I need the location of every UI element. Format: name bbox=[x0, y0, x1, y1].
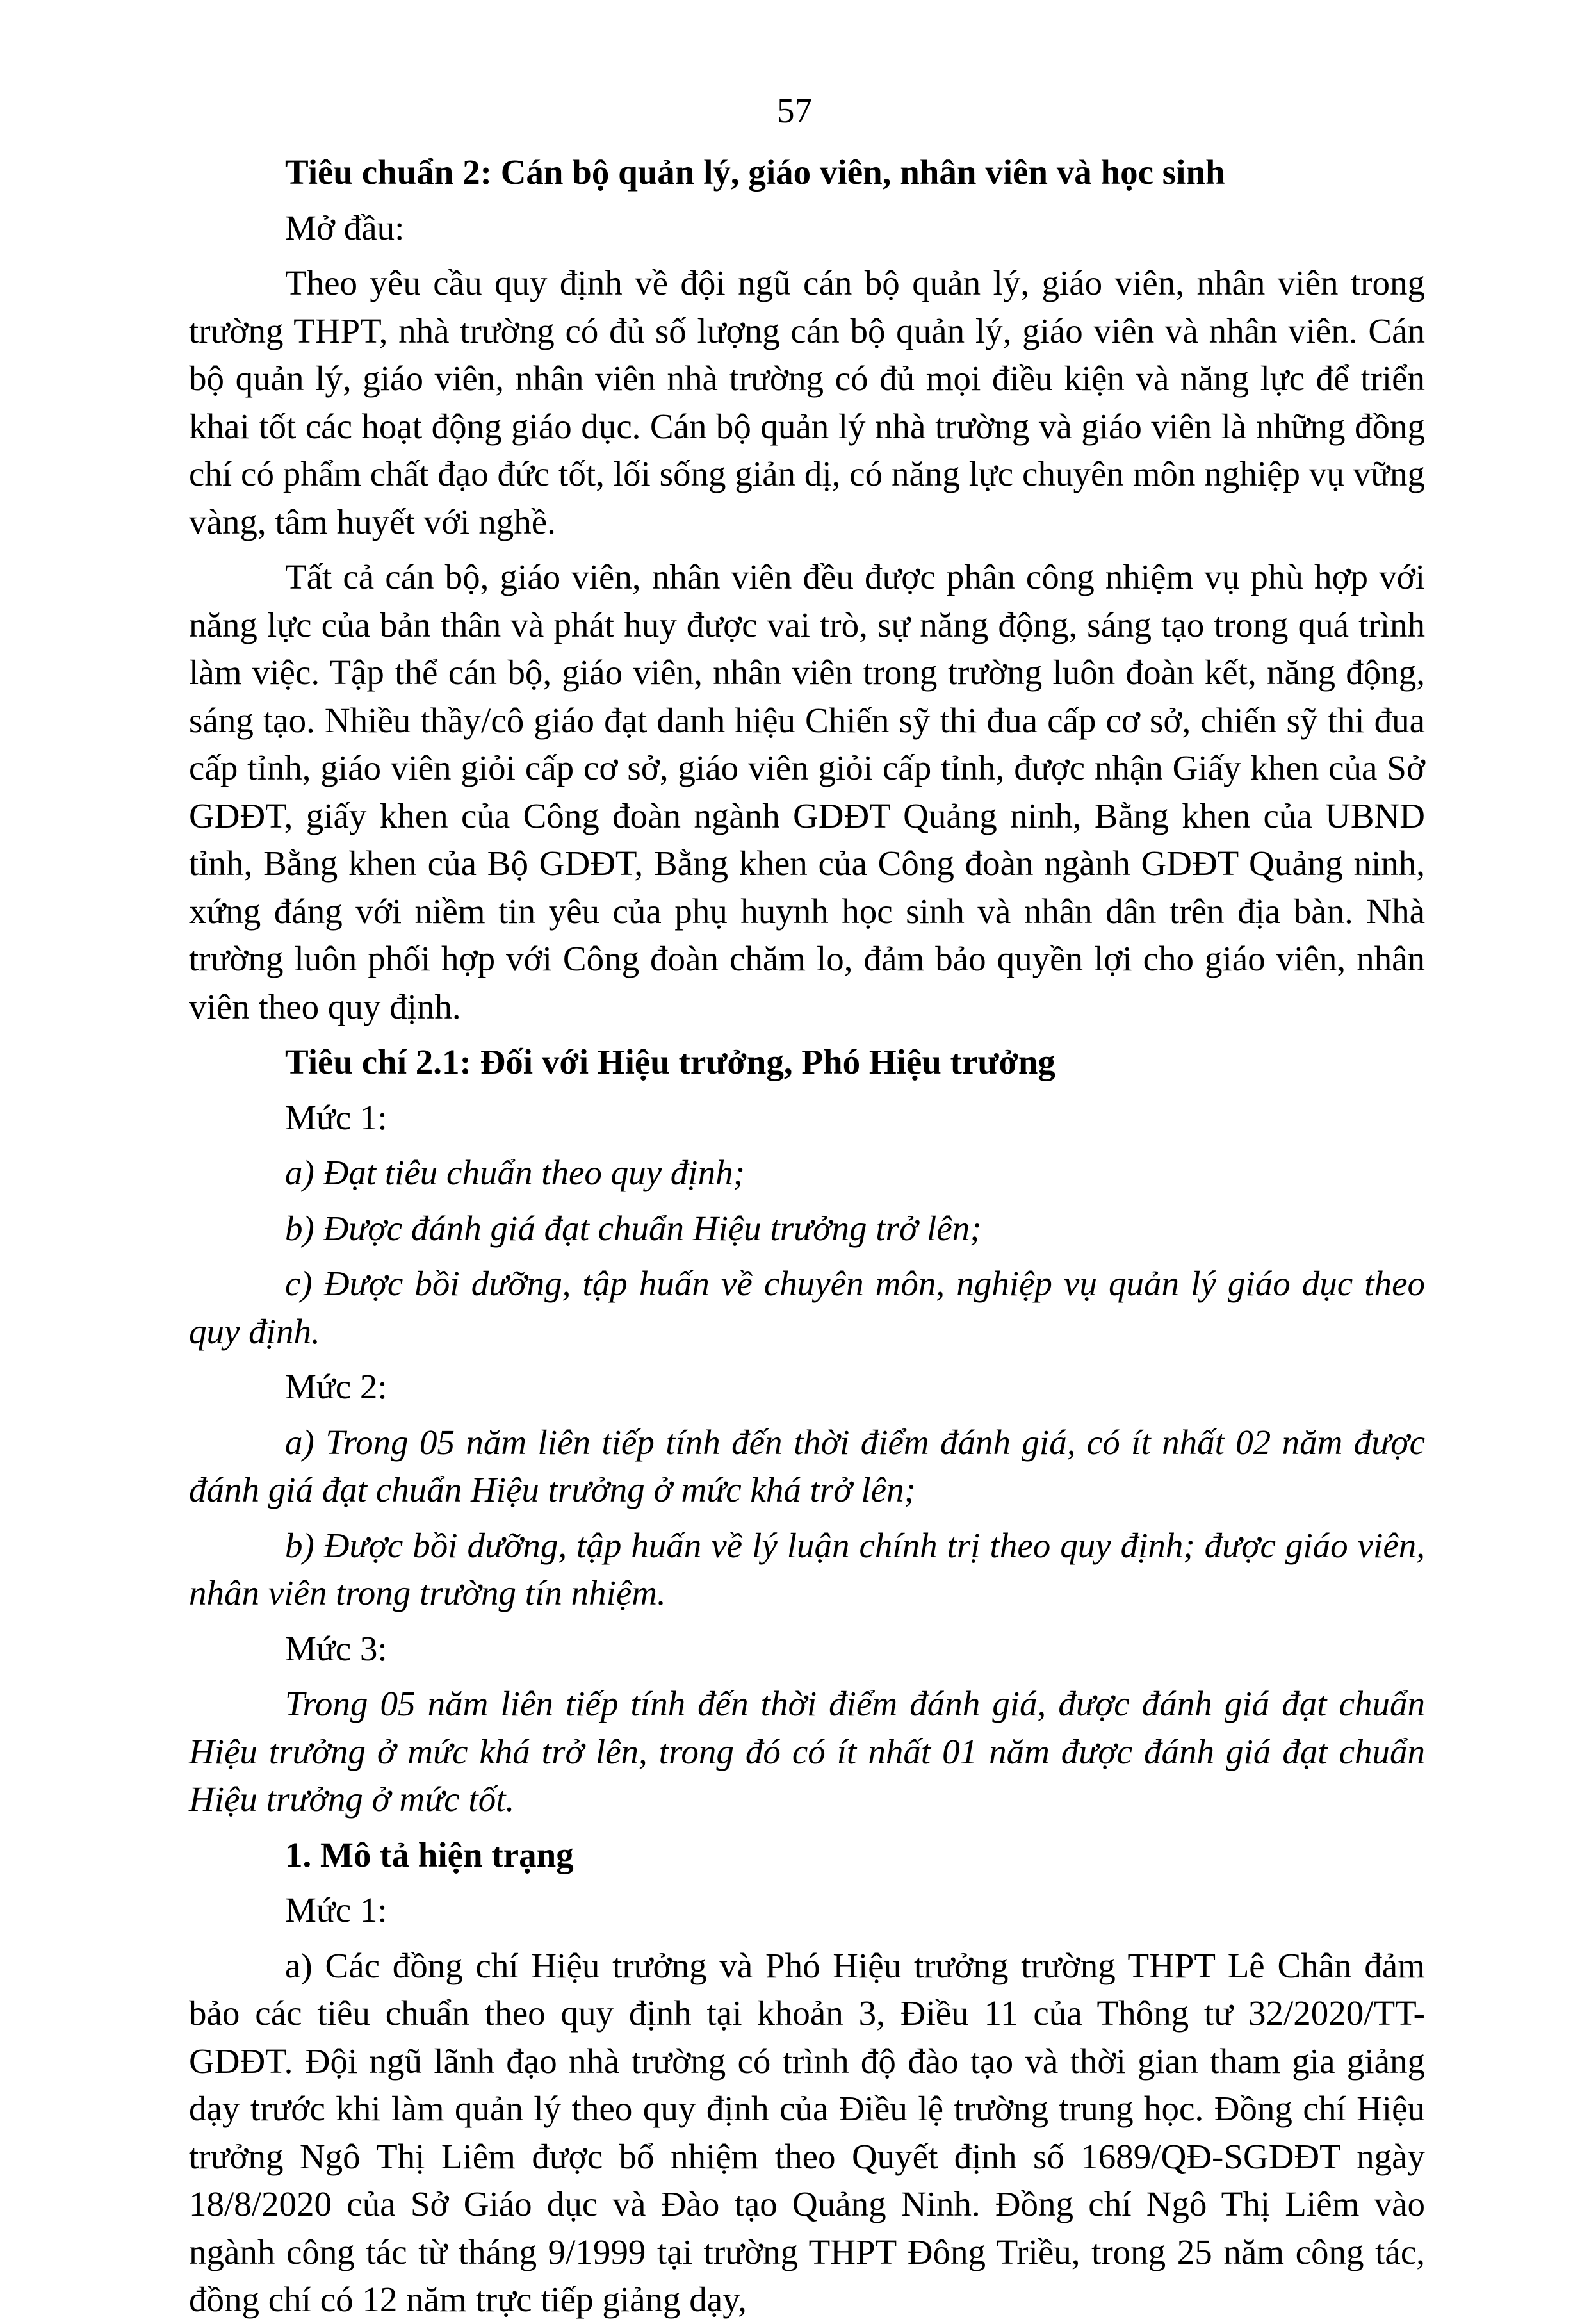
document-body bbox=[189, 149, 1425, 2324]
section-heading: 1. Mô tả hiện trạng bbox=[285, 1835, 574, 1874]
intro-paragraph: Theo yêu cầu quy định về đội ngũ cán bộ quản lý, giáo viên, nhân viên trong trường THPT, nhà trường có đủ số lượng cán bộ quản lý, giáo viên và nhân viên. Cán bộ quản lý, giáo viên, nhân viên nhà trường có đủ mọi điều kiện và năng lực để triển khai tốt các hoạt động giáo dục. Cán bộ quản lý nhà trường và giáo viên là những đồng chí có phẩm chất đạo đức tốt, lối sống giản dị, có năng lực chuyên môn nghiệp vụ vững vàng, tâm huyết với nghề. bbox=[189, 263, 1425, 541]
intro-label: Mở đầu: bbox=[285, 208, 405, 247]
level3-label: Mức 3: bbox=[285, 1628, 387, 1668]
level3-text: Trong 05 năm liên tiếp tính đến thời điểm đánh giá, được đánh giá đạt chuẩn Hiệu trưởng ở mức khá trở lên, trong đó có ít nhất 01 năm được đánh giá đạt chuẩn Hiệu trưởng ở mức tốt. bbox=[189, 1684, 1425, 1819]
level2-item: b) Được bồi dưỡng, tập huấn về lý luận chính trị theo quy định; được giáo viên, nhân viên trong trường tín nhiệm. bbox=[189, 1525, 1425, 1612]
level1-item: c) Được bồi dưỡng, tập huấn về chuyên môn, nghiệp vụ quản lý giáo dục theo quy định. bbox=[189, 1264, 1425, 1351]
level1-item: b) Được đánh giá đạt chuẩn Hiệu trưởng trở lên; bbox=[285, 1208, 982, 1248]
level1-item: a) Đạt tiêu chuẩn theo quy định; bbox=[285, 1153, 745, 1192]
section-level-label: Mức 1: bbox=[285, 1890, 387, 1929]
criterion-heading: Tiêu chí 2.1: Đối với Hiệu trưởng, Phó Hiệu trưởng bbox=[285, 1042, 1055, 1081]
level1-label: Mức 1: bbox=[285, 1097, 387, 1137]
standard-heading: Tiêu chuẩn 2: Cán bộ quản lý, giáo viên, nhân viên và học sinh bbox=[285, 152, 1225, 192]
page-number: 57 bbox=[777, 91, 812, 130]
intro-paragraph: Tất cả cán bộ, giáo viên, nhân viên đều được phân công nhiệm vụ phù hợp với năng lực của bản thân và phát huy được vai trò, sự năng động, sáng tạo trong quá trình làm việc. Tập thể cán bộ, giáo viên, nhân viên trong trường luôn đoàn kết, năng động, sáng tạo. Nhiều thầy/cô giáo đạt danh hiệu Chiến sỹ thi đua cấp cơ sở, chiến sỹ thi đua cấp tỉnh, giáo viên giỏi cấp cơ sở, giáo viên giỏi cấp tỉnh, được nhận Giấy khen của Sở GDĐT, giấy khen của Công đoàn ngành GDĐT Quảng ninh, Bằng khen của UBND tỉnh, Bằng khen của Bộ GDĐT, Bằng khen của Công đoàn ngành GDĐT Quảng ninh, xứng đáng với niềm tin yêu của phụ huynh học sinh và nhân dân trên địa bàn. Nhà trường luôn phối hợp với Công đoàn chăm lo, đảm bảo quyền lợi cho giáo viên, nhân viên theo quy định. bbox=[189, 557, 1425, 1026]
level2-label: Mức 2: bbox=[285, 1367, 387, 1406]
section-paragraph: a) Các đồng chí Hiệu trưởng và Phó Hiệu trưởng trường THPT Lê Chân đảm bảo các tiêu chuẩn theo quy định tại khoản 3, Điều 11 của Thông tư 32/2020/TT-GDĐT. Đội ngũ lãnh đạo nhà trường có trình độ đào tạo và thời gian tham gia giảng dạy trước khi làm quản lý theo quy định của Điều lệ trường trung học. Đồng chí Hiệu trưởng Ngô Thị Liêm được bổ nhiệm theo Quyết định số 1689/QĐ-SGDĐT ngày 18/8/2020 của Sở Giáo dục và Đào tạo Quảng Ninh. Đồng chí Ngô Thị Liêm vào ngành công tác từ tháng 9/1999 tại trường THPT Đông Triều, trong 25 năm công tác, đồng chí có 12 năm trực tiếp giảng dạy, bbox=[189, 1945, 1425, 2319]
level2-item: a) Trong 05 năm liên tiếp tính đến thời điểm đánh giá, có ít nhất 02 năm được đánh giá đạt chuẩn Hiệu trưởng ở mức khá trở lên; bbox=[189, 1422, 1425, 1509]
